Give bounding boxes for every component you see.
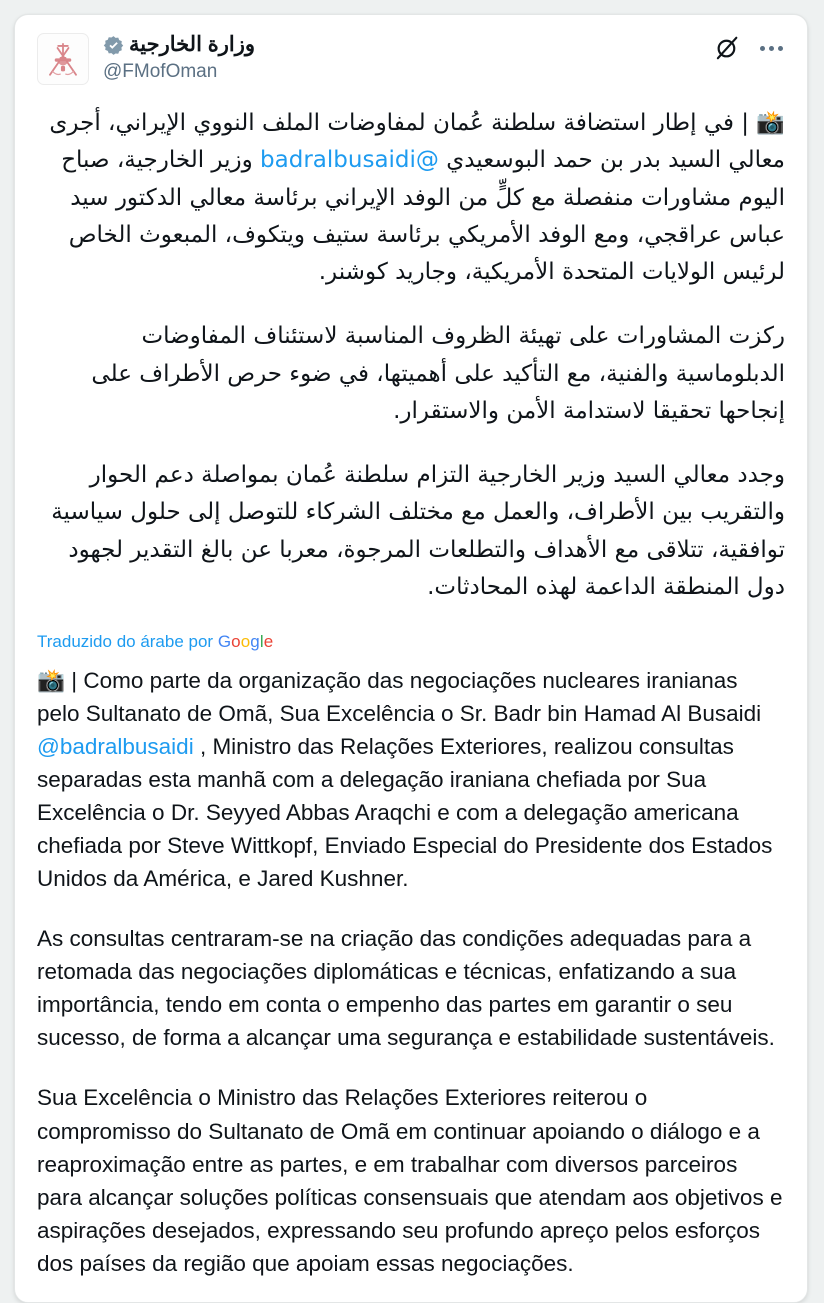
account-handle[interactable]: @FMofOman [103,61,218,83]
more-dot [769,46,774,51]
translated-paragraph-1 [37,664,785,895]
post-body-arabic [37,105,785,606]
mention-badralbusaidi-arabic[interactable]: @badralbusaidi [260,147,439,174]
grok-icon[interactable] [714,35,740,61]
display-name: وزارة الخارجية [129,33,255,56]
more-dot [778,46,783,51]
translation-note-text: Traduzido do árabe por [37,632,218,651]
account-identity [103,31,255,85]
oman-national-emblem-avatar[interactable] [37,33,89,85]
mention-badralbusaidi-translated[interactable]: @badralbusaidi [37,733,194,759]
verified-badge-government[interactable] [103,35,124,56]
arabic-paragraph-3: وجدد معالي السيد وزير الخارجية التزام سلطنة عُمان بمواصلة دعم الحوار والتقريب بين الأطراف، والعمل مع مختلف الشركاء للتوصل إلى حلول سياسية توافقية، تتلاقى مع الأهداف والتطلعات المرجوة، معربا عن بالغ التقدير لجهود دول المنطقة الداعمة لهذه المحادثات. [51,462,785,600]
translated-paragraph-3: Sua Excelência o Ministro das Relações Exteriores reiterou o compromisso do Sultanato de Omã em continuar apoiando o diálogo e a reaproximação entre as partes, e em trabalhar com diversos parceiros para alcançar soluções políticas consensuais que atendam aos objetivos e aspirações desejados, expressando seu profundo apreço pelos esforços dos países da região que apoiam essas negociações. [37,1085,783,1276]
arabic-p1-lead: 📸 | في إطار استضافة سلطنة عُمان لمفاوضات الملف النووي الإيراني، أجرى معالي السيد بدر بن حمد البوسعيدي [49,110,785,174]
translated-p1-lead: 📸 | Como parte da organização das negociações nucleares iranianas pelo Sultanato de Omã, Sua Excelência o Sr. Badr bin Hamad Al Busaidi [37,667,762,726]
translated-paragraph-2: As consultas centraram-se na criação das condições adequadas para a retomada das negociações diplomáticas e técnicas, enfatizando a sua importância, tendo em conta o empenho das partes em garantir o seu sucesso, de forma a alcançar uma segurança e estabilidade sustentáveis. [37,926,775,1051]
arabic-paragraph-2: ركزت المشاورات على تهيئة الظروف المناسبة لاستئناف المفاوضات الدبلوماسية والفنية، مع التأكيد على أهميتها، في ضوء حرص الأطراف على إنجاحها تحقيقا لاستدامة الأمن والاستقرار. [91,323,785,424]
display-name-row [103,32,255,58]
header-actions [714,35,785,61]
arabic-paragraph-1 [37,105,785,291]
translated-p1-tail: , Ministro das Relações Exteriores, realizou consultas separadas esta manhã com a delegação iraniana chefiada por Sua Excelência o Dr. Seyyed Abbas Araqchi e com a delegação americana chefiada por Steve Wittkopf, Enviado Especial do Presidente dos Estados Unidos da América, e Jared Kushner. [37,733,773,892]
more-dot [760,46,765,51]
arabic-p1-tail: وزير الخارجية، صباح اليوم مشاورات منفصلة مع كلٍّ من الوفد الإيراني برئاسة معالي الدكتور سيد عباس عراقجي، ومع الوفد الأمريكي برئاسة ستيف ويتكوف، المبعوث الخاص لرئيس الولايات المتحدة الأمريكية، وجاريد كوشنر. [61,147,785,285]
tweet-card [14,14,808,1303]
translation-attribution[interactable] [37,630,785,654]
more-options-icon[interactable] [758,42,785,55]
post-body-translated [37,664,785,1280]
google-wordmark: Google [217,632,274,651]
tweet-header [37,31,785,87]
